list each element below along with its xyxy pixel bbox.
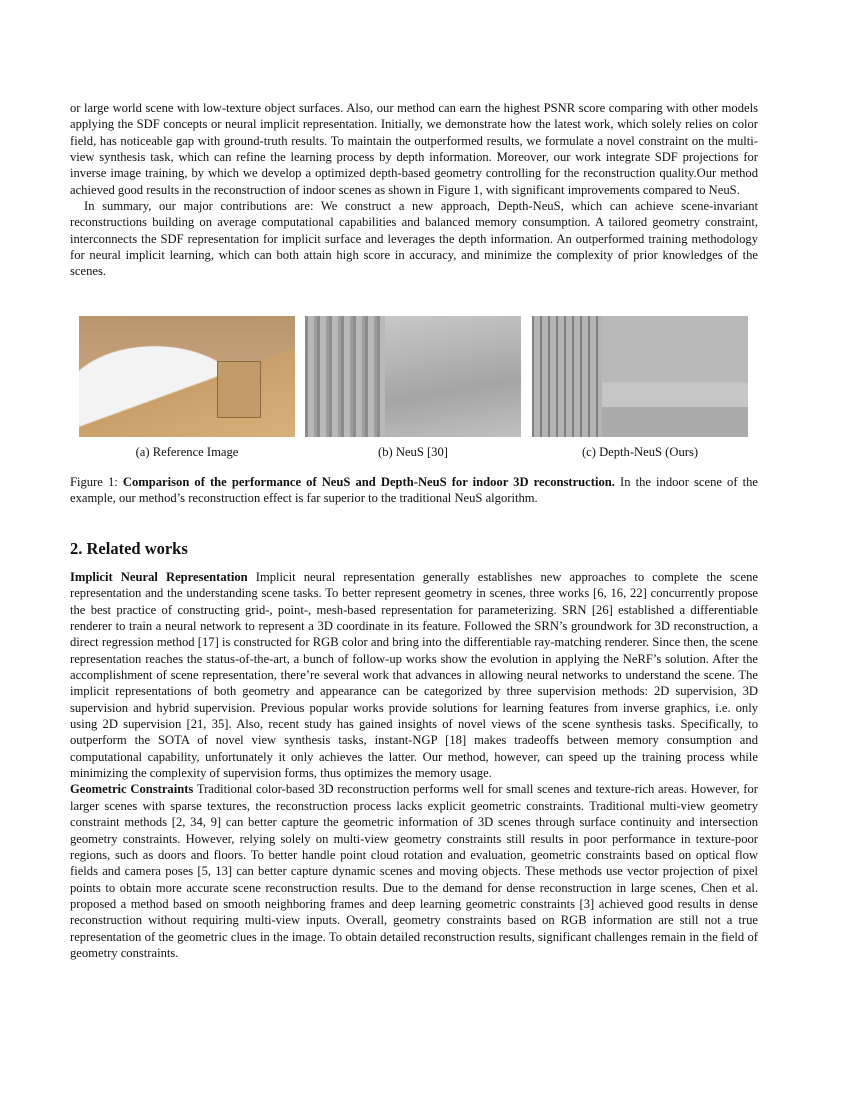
neus-reconstruction-image <box>305 316 521 437</box>
subcaption-c: (c) Depth-NeuS (Ours) <box>581 445 699 459</box>
paragraph-text: Implicit neural representation generally establishes new approaches to complete the scene representation and the understanding scene tasks. To better represent geometry in scenes, three works [6, 16, 22] concurrently propose the best practice of constructing grid-, point-, mesh-based representation for parameterizing. SRN [26] established a differentiable renderer to train a neural network to represent a 3D coordinate in its feature. Followed the SRN’s groundwork for 3D reconstruction, a direct regression method [17] is constructed for RGB color and bring into the differentiable ray-matching renderer. Since then, the scene representation reaches the status-of-the-art, a bunch of follow-up works show the evolution in applying the NeRF’s solution. After the accomplishment of scene representation, there’re several work that advances in allowing neural networks to understand the scene. The implicit representations of both geometry and appearance can be categorized by three supervision methods: 2D supervision, 3D supervision and hybrid supervision. Previous popular works provide solutions for learning features from inverse graphics, i.e. only using 2D supervision [21, 35]. Also, recent study has gained insights of novel views of the scene synthesis tasks. Specifically, to outperform the SOTA of novel view synthesis tasks, instant-NGP [18] makes tradeoffs between memory consumption and computational capability, unfortunately it only achieves the latter. Our method, however, can speed up the training process while minimizing the complexity of supervision forms, thus optimizes the memory usage. <box>70 570 758 781</box>
figure-caption-title: Comparison of the performance of NeuS and Depth-NeuS for indoor 3D reconstruction. <box>122 475 615 489</box>
related-works-text <box>70 569 758 961</box>
figure-caption-text: In the indoor scene of the example, our method’s reconstruction effect is far superior to the traditional NeuS algorithm. <box>70 475 758 506</box>
paragraph-text: Traditional color-based 3D reconstruction performs well for small scenes and texture-rich areas. However, for larger scenes with sparse textures, the reconstruction process lacks explicit geometric constraints. Traditional multi-view geometry constraint methods [2, 34, 9] can better capture the geometric information of 3D scenes through surface continuity and intersection geometry constraints. However, relying solely on multi-view geometry constraints still results in poor performance in texture-poor regions, such as doors and floors. To better handle point cloud rotation and evaluation, geometric constraints based on optical flow fields and camera poses [5, 13] can better capture dynamic scenes and moving objects. These methods use vector projection of pixel points to obtain more accurate scene reconstruction results. Due to the demand for dense reconstruction in large scenes, Chen et al. proposed a method based on smooth neighboring frames and deep learning geometric constraints [3] achieved good results in dense reconstruction without requiring multi-view inputs. Overall, geometry constraints based on RGB information are still not a true representation of the geometric clues in the image. To obtain detailed reconstruction results, significant challenges remain in the field of geometry constraints. <box>70 782 758 960</box>
section-heading: 2. Related works <box>70 539 188 558</box>
intro-text <box>70 100 758 280</box>
figure-label: Figure 1: <box>70 475 123 489</box>
reference-image <box>79 316 295 437</box>
paragraph-title: Implicit Neural Representation <box>70 570 248 584</box>
subcaption-b: (b) NeuS [30] <box>378 445 448 459</box>
figure-caption <box>70 474 758 507</box>
related-paragraph-2 <box>70 781 758 961</box>
intro-paragraph-2: In summary, our major contributions are: We construct a new approach, Depth-NeuS, which can achieve scene-invariant reconstructions building on average computational capabilities and balanced memory consumption. A tailored geometry constraint, interconnects the SDF representation for implicit surface and leverages the depth information. An outperformed training methodology for neural implicit learning, which can both attain high score in accuracy, and minimize the complexity of prior knowledges of the scenes. <box>70 199 758 279</box>
paragraph-title: Geometric Constraints <box>70 782 194 797</box>
subcaption-a: (a) Reference Image <box>135 445 239 459</box>
intro-paragraph-1: or large world scene with low-texture object surfaces. Also, our method can earn the highest PSNR score comparing with other models applying the SDF concepts or neural implicit representation. Initially, we demonstrate how the latest work, which solely relies on color field, has noticeable gap with ground-truth results. To maintain the outperformed results, we formulate a novel constraint on the multi-view synthesis task, which can refine the learning process by depth information. Moreover, our work integrate SDF projections for inverse image training, by which we develop a optimized depth-based geometry controlling for the reconstruction quality.Our method achieved good results in the reconstruction of indoor scenes as shown in Figure 1, with significant improvements compared to NeuS. <box>70 101 758 197</box>
depth-neus-reconstruction-image <box>532 316 748 437</box>
related-paragraph-1 <box>70 569 758 781</box>
